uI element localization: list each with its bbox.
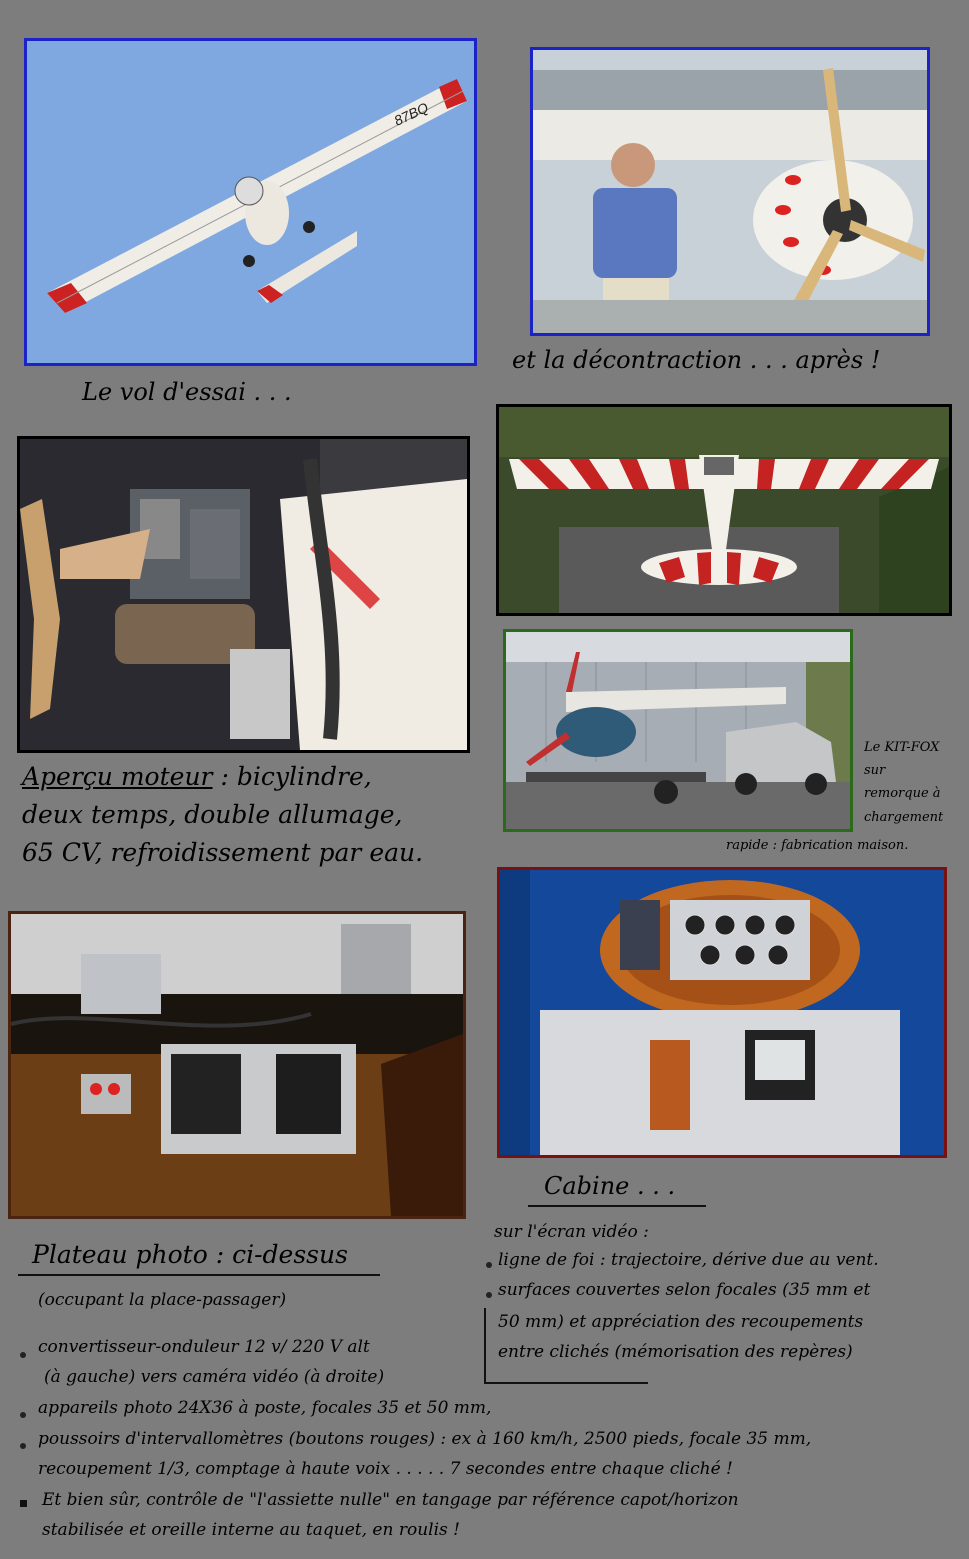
caption-trailer-3: remorque à [864, 786, 941, 801]
plateau-underline [18, 1274, 380, 1276]
plateau-subtitle: (occupant la place-passager) [38, 1290, 287, 1310]
caption-trailer-5: rapide : fabrication maison. [726, 838, 909, 853]
video-bullet-2 [486, 1292, 492, 1298]
plateau-item-4-l1: Et bien sûr, contrôle de "l'assiette nulle" en tangage par référence capot/horizon [42, 1490, 739, 1510]
engine-title: Aperçu moteur [22, 762, 213, 791]
plateau-item-1-l1: convertisseur-onduleur 12 v/ 220 V alt [38, 1337, 370, 1357]
caption-test-flight: Le vol d'essai . . . [82, 378, 292, 406]
video-intro: sur l'écran vidéo : [494, 1222, 649, 1242]
cabin-underline [528, 1205, 706, 1207]
video-item-2-l3: entre clichés (mémorisation des repères) [498, 1342, 853, 1362]
caption-trailer-4: chargement [864, 810, 944, 825]
video-item-1: ligne de foi : trajectoire, dérive due au vent. [498, 1250, 879, 1270]
caption-cabin: Cabine . . . [544, 1172, 676, 1200]
plateau-bullet-3 [20, 1443, 26, 1449]
plateau-item-2: appareils photo 24X36 à poste, focales 35 et 50 mm, [38, 1398, 492, 1418]
plateau-title: Plateau photo : ci-dessus [32, 1240, 348, 1269]
caption-trailer-2: sur [864, 763, 886, 778]
plateau-item-3-l2: recoupement 1/3, comptage à haute voix . . . . . 7 secondes entre chaque cliché ! [38, 1459, 733, 1479]
video-bullet-1 [486, 1262, 492, 1268]
photo-engine [17, 436, 470, 753]
registration-text: 87BQ [391, 99, 431, 129]
caption-engine-line2: deux temps, double allumage, [22, 800, 403, 829]
photo-pilot-relax [530, 47, 930, 336]
video-item-2-l2: 50 mm) et appréciation des recoupements [498, 1312, 864, 1332]
caption-engine-line3: 65 CV, refroidissement par eau. [22, 838, 424, 867]
photo-cabin [497, 867, 947, 1158]
caption-relax: et la décontraction . . . après ! [512, 346, 881, 374]
caption-trailer-1: Le KIT-FOX [864, 740, 940, 755]
photo-trailer [503, 629, 853, 832]
caption-engine-line1 [22, 762, 372, 791]
plateau-item-4-l2: stabilisée et oreille interne au taquet, en roulis ! [42, 1520, 460, 1540]
video-bracket-vertical [484, 1308, 486, 1383]
plateau-item-1-l2: (à gauche) vers caméra vidéo (à droite) [44, 1367, 385, 1387]
video-item-2-l1: surfaces couvertes selon focales (35 mm et [498, 1280, 871, 1300]
plateau-bullet-2 [20, 1412, 26, 1418]
plateau-item-3-l1: poussoirs d'intervallomètres (boutons rouges) : ex à 160 km/h, 2500 pieds, focale 35 mm, [38, 1429, 812, 1449]
engine-desc-1: : bicylindre, [212, 762, 372, 791]
photo-test-flight [24, 38, 477, 366]
plateau-bullet-4 [20, 1500, 27, 1507]
photo-plane-top [496, 404, 952, 616]
plateau-bullet-1 [20, 1352, 26, 1358]
photo-camera-tray [8, 911, 466, 1219]
video-bracket-horizontal [484, 1382, 648, 1384]
